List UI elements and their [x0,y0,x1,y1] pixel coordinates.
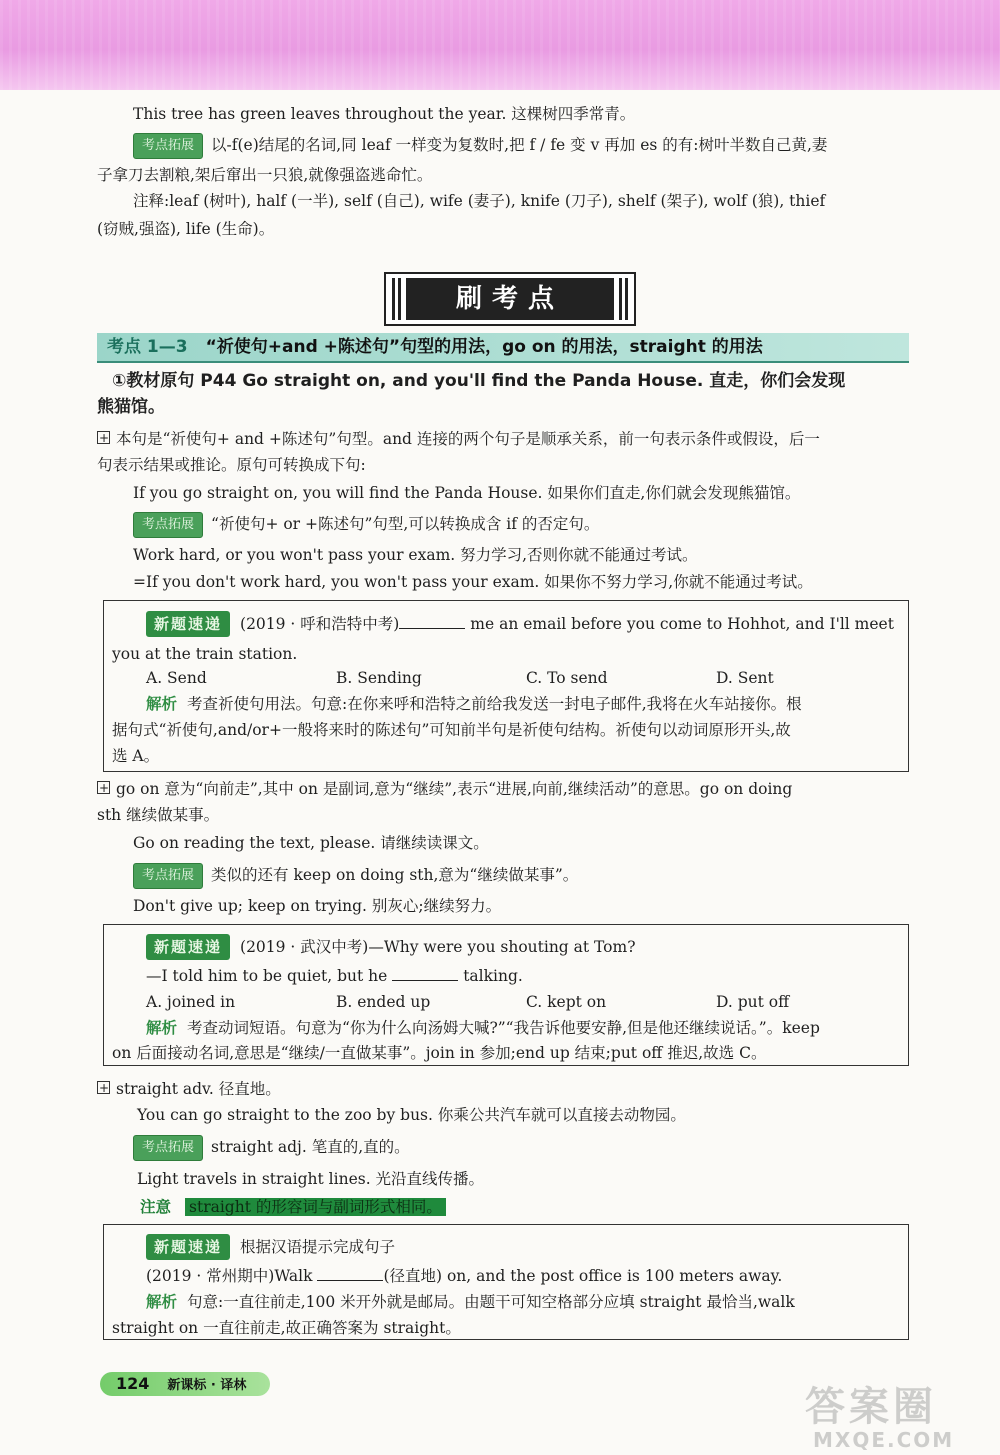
intro-extension-line2: 子拿刀去割粮,架后窜出一只狼,就像强盗逃命忙。 [97,166,433,184]
q3-line1: 新题速递 根据汉语提示完成句子 [146,1234,395,1260]
q2-option-b[interactable]: B. ended up [336,993,431,1011]
q1-analysis-line1: 解析 考查祈使句用法。句意:在你来呼和浩特之前给我发送一封电子邮件,我将在火车站接你。根 [146,695,802,713]
bullet-icon [97,431,110,444]
p1-line1: +本句是“祈使句+ and +陈述句”句型。and 连接的两个句子是顺承关系，前一句表示条件或假设，后一 [97,428,820,450]
q1-analysis-line2: 据句式“祈使句,and/or+一般将来时的陈述句”可知前半句是祈使句结构。祈使句以动词原形开头,故 [112,721,791,739]
q2-analysis-line2: on 后面接动名词,意思是“继续/一直做某事”。join in 参加;end up 结束;put off 推迟,故选 C。 [112,1044,767,1062]
jiexi-label: 解析 [146,1019,178,1037]
book-name: 新课标 · 译林 [167,1378,247,1393]
q1-option-c[interactable]: C. To send [526,669,608,687]
bullet-icon [97,1081,110,1094]
q3-analysis-line2: straight on 一直往前走,故正确答案为 straight。 [112,1319,461,1337]
q1-option-b[interactable]: B. Sending [336,669,422,687]
header-band [0,0,1000,90]
p2-line1: +go on 意为“向前走”,其中 on 是副词,意为“继续”,表示“进展,向前,继续活动”的意思。go on doing [97,778,792,800]
source-line1: ①教材原句 P44 Go straight on, and you'll find the Panda House. 直走，你们会发现 [112,371,846,391]
p1-extension: 考点拓展 “祈使句+ or +陈述句”句型,可以转换成含 if 的否定句。 [133,512,599,538]
zhuyi-text: straight 的形容词与副词形式相同。 [185,1198,446,1216]
p3-extension: 考点拓展 straight adj. 笔直的,直的。 [133,1135,410,1161]
q2-option-a[interactable]: A. joined in [146,993,236,1011]
p1-example3: =If you don't work hard, you won't pass your exam. 如果你不努力学习,你就不能通过考试。 [133,573,813,591]
kaodian-tuozhan-tag: 考点拓展 [133,133,203,159]
q2-option-d[interactable]: D. put off [716,993,790,1011]
p1-example: If you go straight on, you will find the Panda House. 如果你们直走,你们就会发现熊猫馆。 [133,484,801,502]
q1-line1: 新题速递 (2019 · 呼和浩特中考) me an email before you come to Hohhot, and I'll meet [146,611,894,637]
section-title-box [384,272,636,326]
question-box-3 [103,1224,909,1340]
zhuyi-label: 注意 [140,1198,172,1216]
kaodian-number: 考点 1—3 [107,337,188,357]
p3-example: You can go straight to the zoo by bus. 你乘公共汽车就可以直接去动物园。 [137,1106,686,1124]
jiexi-label: 解析 [146,695,178,713]
p2-example2: Don't give up; keep on trying. 别灰心;继续努力。 [133,897,502,915]
q3-line2: (2019 · 常州期中)Walk (径直地) on, and the post office is 100 meters away. [146,1267,783,1285]
q1-line2: you at the train station. [112,645,298,663]
page-number: 124 [116,1374,150,1393]
answer-blank[interactable] [317,1280,383,1281]
p2-line2: sth 继续做某事。 [97,806,220,824]
q2-options [146,991,906,1013]
xinti-sudi-tag: 新题速递 [146,934,230,960]
question-box-2 [103,924,909,1066]
page-footer [100,1372,270,1396]
xinti-sudi-tag: 新题速递 [146,611,230,637]
q1-options [146,667,906,689]
p2-example: Go on reading the text, please. 请继续读课文。 [133,834,489,852]
p3-line1: +straight adv. 径直地。 [97,1078,281,1100]
p2-extension: 考点拓展 类似的还有 keep on doing sth,意为“继续做某事”。 [133,863,578,889]
kaodian-tuozhan-tag: 考点拓展 [133,512,203,538]
bullet-icon [97,781,110,794]
section-title: 刷考点 [406,278,614,320]
jiexi-label: 解析 [146,1293,178,1311]
intro-note-line1: 注释:leaf (树叶), half (一半), self (自己), wife (妻子), knife (刀子), shelf (架子), wolf (狼), thief [133,192,826,210]
p1-line2: 句表示结果或推论。原句可转换成下句: [97,456,366,474]
q1-option-a[interactable]: A. Send [146,669,207,687]
question-box-1 [103,600,909,772]
q3-analysis-line1: 解析 句意:一直往前走,100 米开外就是邮局。由题干可知空格部分应填 straight 最恰当,walk [146,1293,795,1311]
p3-note [140,1196,446,1218]
intro-example: This tree has green leaves throughout the year. 这棵树四季常青。 [133,105,636,123]
q1-analysis-line3: 选 A。 [112,747,160,765]
kaodian-tuozhan-tag: 考点拓展 [133,1135,203,1161]
p3-example2: Light travels in straight lines. 光沿直线传播。 [137,1170,485,1188]
answer-blank[interactable] [399,628,465,629]
q2-line2: —I told him to be quiet, but he talking. [146,967,523,985]
answer-blank[interactable] [392,980,458,981]
kaodian-tuozhan-tag: 考点拓展 [133,863,203,889]
source-line2: 熊猫馆。 [97,397,165,417]
q1-option-d[interactable]: D. Sent [716,669,774,687]
q2-option-c[interactable]: C. kept on [526,993,607,1011]
xinti-sudi-tag: 新题速递 [146,1234,230,1260]
q2-analysis-line1: 解析 考查动词短语。句意为“你为什么向汤姆大喊?”“我告诉他要安静,但是他还继续说话。”。keep [146,1019,820,1037]
p1-example2: Work hard, or you won't pass your exam. 努力学习,否则你就不能通过考试。 [133,546,698,564]
watermark-logo: 答案圈 MXQE.COM [805,1384,955,1452]
intro-note-line2: (窃贼,强盗), life (生命)。 [97,220,275,238]
q2-line1: 新题速递 (2019 · 武汉中考)—Why were you shouting at Tom? [146,934,636,960]
intro-extension-line1: 考点拓展 以-f(e)结尾的名词,同 leaf 一样变为复数时,把 f / fe 变 v 再加 es 的有:树叶半数自己黄,妻 [133,133,827,159]
kaodian-title: “祈使句+and +陈述句”句型的用法，go on 的用法，straight 的用法 [205,337,763,357]
kaodian-header [97,333,909,363]
